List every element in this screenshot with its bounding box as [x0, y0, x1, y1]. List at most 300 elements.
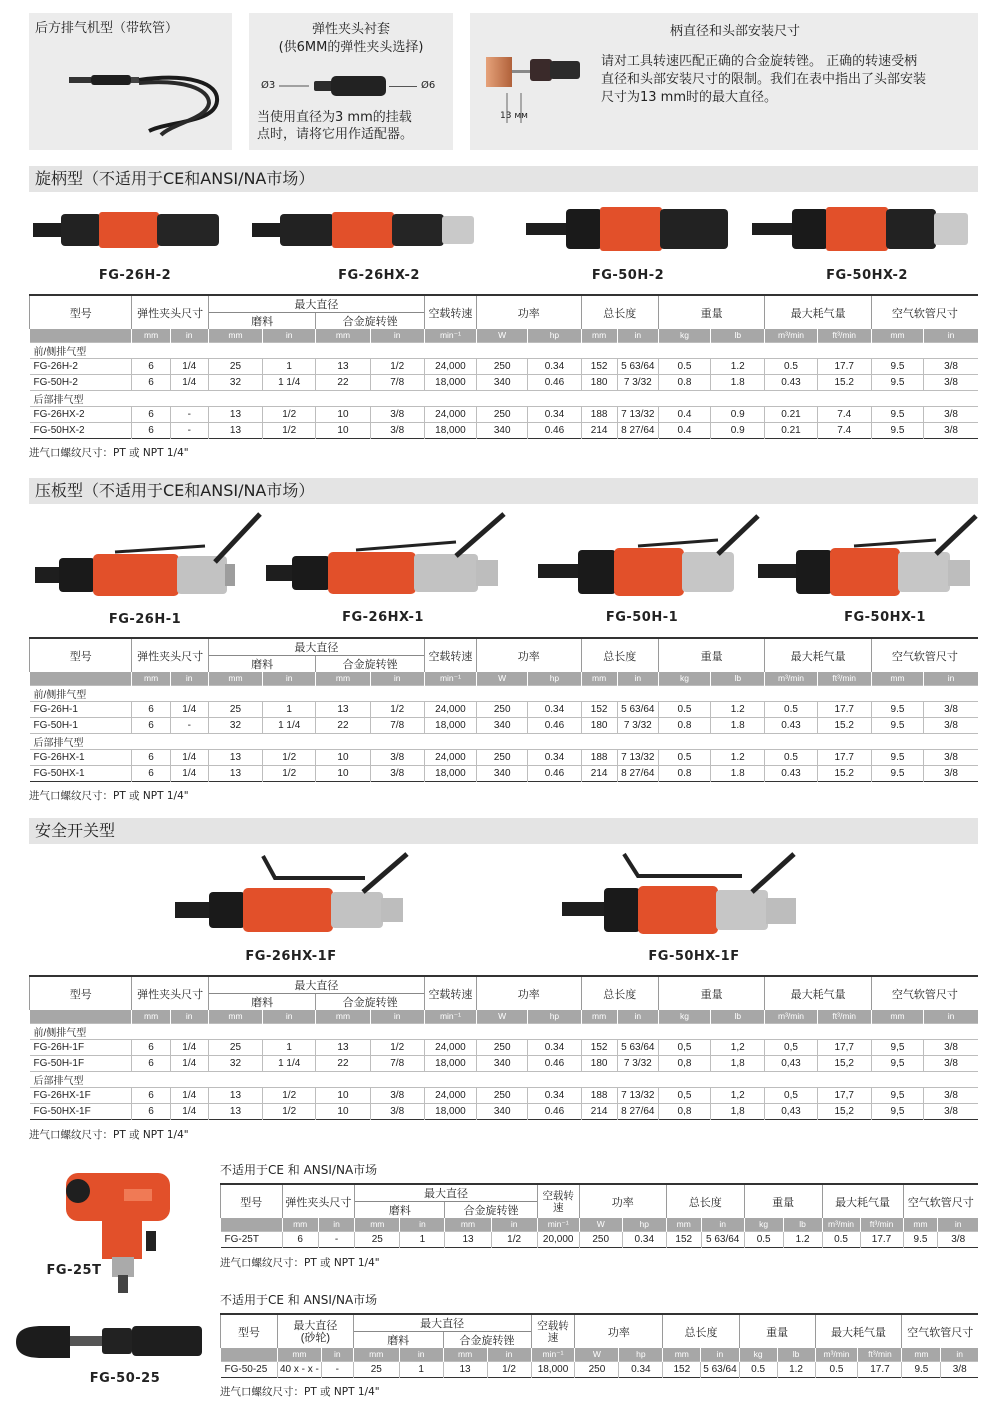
- value-cell: 0,8: [658, 1055, 710, 1071]
- spec-table-2: [29, 639, 978, 782]
- value-cell: 0.34: [528, 1039, 581, 1055]
- model-cell: FG-50H-1F: [30, 1055, 132, 1071]
- col-header-maxdia-wheel: [277, 1315, 353, 1348]
- value-cell: 0.43: [765, 717, 817, 733]
- col-header-weight: 重量: [744, 1185, 822, 1218]
- value-cell: 1.8: [711, 765, 765, 781]
- product-name-fg-50hx-1: FG-50HX-1: [844, 610, 926, 625]
- unit: mm: [277, 1348, 321, 1361]
- value-cell: 340: [477, 1103, 528, 1119]
- value-cell: 0,43: [765, 1103, 817, 1119]
- value-cell: 15.2: [817, 374, 871, 390]
- value-cell: -: [170, 717, 208, 733]
- value-cell: 3/8: [924, 749, 978, 765]
- unit-blank: [221, 1218, 283, 1231]
- value-cell: 3/8: [924, 1039, 978, 1055]
- unit: ft³/min: [817, 1010, 871, 1023]
- unit: mm: [132, 1010, 170, 1023]
- value-cell: 15,2: [817, 1103, 871, 1119]
- value-cell: 1/4: [170, 1039, 208, 1055]
- diameter-right-label: Ø6: [421, 80, 436, 91]
- unit: min⁻¹: [424, 1010, 476, 1023]
- unit: mm: [871, 672, 923, 685]
- value-cell: 0.46: [528, 765, 581, 781]
- value-cell: 3/8: [938, 1231, 978, 1247]
- value-cell: 250: [579, 1231, 622, 1247]
- model-cell: FG-25T: [221, 1231, 283, 1247]
- col-header-weight: 重量: [658, 296, 764, 329]
- unit: mm: [132, 329, 170, 342]
- value-cell: 1 1/4: [263, 374, 316, 390]
- value-cell: 10: [316, 1103, 370, 1119]
- col-header-length: 总长度: [581, 977, 658, 1010]
- unit: in: [170, 672, 208, 685]
- unit: in: [318, 1218, 354, 1231]
- value-cell: 0,5: [765, 1039, 817, 1055]
- tool-image-fg-50hx-1: [758, 510, 983, 600]
- value-cell: 0.5: [765, 358, 817, 374]
- group-label: 前/侧排气型: [30, 685, 979, 701]
- unit: W: [477, 329, 528, 342]
- col-header-maxdia-wheel-1: 最大直径: [293, 1319, 338, 1332]
- value-cell: 1 1/4: [263, 717, 316, 733]
- product-name-fg-26hx-1f: FG-26HX-1F: [245, 949, 337, 964]
- value-cell: 18,000: [424, 1103, 476, 1119]
- value-cell: 0.21: [765, 422, 817, 438]
- value-cell: 13: [316, 701, 370, 717]
- unit: min⁻¹: [424, 672, 476, 685]
- value-cell: 0.8: [658, 374, 710, 390]
- col-header-collet: 弹性夹头尺寸: [132, 296, 208, 329]
- value-cell: 9.5: [871, 701, 923, 717]
- group-row: [30, 1071, 979, 1087]
- value-cell: -: [170, 422, 208, 438]
- unit: ft³/min: [817, 672, 871, 685]
- unit: in: [924, 672, 978, 685]
- tool-image-fg-50h-1: [538, 510, 763, 600]
- col-header-carbide: 合金旋转锉: [316, 994, 425, 1011]
- fg-25t-caption: 不适用于CE 和 ANSI/NA市场: [220, 1163, 378, 1177]
- value-cell: 18,000: [531, 1361, 575, 1377]
- unit: mm: [353, 1348, 399, 1361]
- unit-blank: [30, 329, 132, 342]
- col-header-abrasive: 磨料: [355, 1202, 445, 1219]
- value-cell: 13: [316, 1039, 370, 1055]
- value-cell: 1/4: [170, 701, 208, 717]
- value-cell: 1,8: [711, 1055, 765, 1071]
- table-row: [30, 422, 979, 438]
- table-row: [221, 1231, 979, 1247]
- value-cell: 25: [208, 1039, 262, 1055]
- value-cell: 8 27/64: [617, 1103, 658, 1119]
- value-cell: 9.5: [871, 422, 923, 438]
- value-cell: 1: [263, 358, 316, 374]
- unit: mm: [355, 1218, 400, 1231]
- value-cell: 10: [316, 749, 370, 765]
- table-row: [221, 1361, 979, 1377]
- inlet-note-3: 进气口螺纹尺寸：PT 或 NPT 1/4": [29, 1129, 189, 1141]
- col-header-collet: 弹性夹头尺寸: [132, 639, 208, 672]
- value-cell: 250: [477, 1039, 528, 1055]
- burr-image: [484, 53, 584, 133]
- value-cell: 1/2: [263, 1087, 316, 1103]
- value-cell: 1/4: [170, 749, 208, 765]
- value-cell: 1/4: [170, 1087, 208, 1103]
- value-cell: 1.2: [711, 358, 765, 374]
- value-cell: 188: [581, 749, 617, 765]
- group-label: 后部排气型: [30, 1071, 979, 1087]
- value-cell: 1/4: [170, 765, 208, 781]
- value-cell: 0.8: [658, 717, 710, 733]
- group-row: [30, 733, 979, 749]
- unit: kg: [658, 672, 710, 685]
- col-header-air: 最大耗气量: [765, 977, 871, 1010]
- unit: in: [924, 1010, 978, 1023]
- unit: m³/min: [815, 1348, 858, 1361]
- value-cell: 9.5: [871, 358, 923, 374]
- value-cell: 0.34: [528, 358, 581, 374]
- model-cell: FG-50H-1: [30, 717, 132, 733]
- unit: in: [617, 1010, 658, 1023]
- unit-blank: [30, 1010, 132, 1023]
- value-cell: 18,000: [424, 422, 476, 438]
- unit: mm: [903, 1218, 938, 1231]
- value-cell: 250: [477, 701, 528, 717]
- value-cell: 1/2: [370, 701, 424, 717]
- value-cell: 0.34: [528, 1087, 581, 1103]
- col-header-carbide: 合金旋转锉: [445, 1202, 537, 1219]
- value-cell: 3/8: [370, 406, 424, 422]
- value-cell: 24,000: [424, 406, 476, 422]
- hose-model-title: 后方排气机型（带软管）: [35, 21, 179, 36]
- value-cell: 1/2: [370, 1039, 424, 1055]
- unit-blank: [30, 672, 132, 685]
- value-cell: 1/2: [487, 1361, 531, 1377]
- value-cell: 250: [477, 358, 528, 374]
- group-row: [30, 342, 979, 358]
- table-row: [30, 749, 979, 765]
- value-cell: 1.2: [711, 701, 765, 717]
- value-cell: 0.5: [822, 1231, 860, 1247]
- col-header-speed: 空载转速: [424, 639, 476, 672]
- unit: kg: [744, 1218, 783, 1231]
- value-cell: 20,000: [537, 1231, 579, 1247]
- unit: in: [321, 1348, 353, 1361]
- col-header-speed: 空载转速: [531, 1315, 575, 1348]
- value-cell: 6: [132, 374, 170, 390]
- value-cell: 3/8: [924, 422, 978, 438]
- col-header-maxdia: 最大直径: [355, 1185, 537, 1202]
- value-cell: 17.7: [858, 1361, 902, 1377]
- value-cell: 3/8: [370, 1087, 424, 1103]
- group-label: 前/侧排气型: [30, 1023, 979, 1039]
- col-header-air: 最大耗气量: [815, 1315, 902, 1348]
- value-cell: 1/2: [491, 1231, 537, 1247]
- value-cell: 6: [132, 358, 170, 374]
- value-cell: 3/8: [924, 765, 978, 781]
- value-cell: 13: [208, 749, 262, 765]
- value-cell: 9.5: [871, 765, 923, 781]
- value-cell: 3/8: [924, 406, 978, 422]
- value-cell: 1/2: [263, 422, 316, 438]
- value-cell: 3/8: [924, 1103, 978, 1119]
- value-cell: 17.7: [860, 1231, 903, 1247]
- value-cell: 1/2: [370, 358, 424, 374]
- table-row: [30, 765, 979, 781]
- value-cell: 340: [477, 374, 528, 390]
- unit: in: [400, 1218, 445, 1231]
- value-cell: 0.34: [622, 1231, 666, 1247]
- unit: kg: [658, 1010, 710, 1023]
- value-cell: 1.2: [777, 1361, 815, 1377]
- value-cell: 7 13/32: [617, 749, 658, 765]
- value-cell: 17.7: [817, 701, 871, 717]
- tool-image-fg-26hx-1f: [175, 848, 415, 938]
- value-cell: 3/8: [370, 749, 424, 765]
- value-cell: 9,5: [871, 1039, 923, 1055]
- value-cell: 24,000: [424, 358, 476, 374]
- value-cell: 32: [208, 717, 262, 733]
- collet-sleeve-box: [249, 13, 453, 150]
- col-header-model: 型号: [221, 1315, 278, 1348]
- value-cell: 9.5: [871, 406, 923, 422]
- col-header-speed: 空载转速: [424, 977, 476, 1010]
- spec-table-fg-25t: [220, 1185, 978, 1248]
- product-name-fg-25t: FG-25T: [46, 1263, 102, 1278]
- table-row: [30, 701, 979, 717]
- table-row: [30, 1087, 979, 1103]
- value-cell: 1,8: [711, 1103, 765, 1119]
- collet-sleeve-title: 弹性夹头衬套: [311, 22, 390, 37]
- col-header-air: 最大耗气量: [765, 639, 871, 672]
- unit: m³/min: [822, 1218, 860, 1231]
- col-header-carbide: 合金旋转锉: [316, 313, 425, 330]
- col-header-model: 型号: [221, 1185, 283, 1218]
- unit: min⁻¹: [531, 1348, 575, 1361]
- col-header-power: 功率: [477, 639, 581, 672]
- col-header-model: 型号: [30, 639, 132, 672]
- tool-image-fg-50-25: [12, 1320, 212, 1370]
- unit: mm: [871, 329, 923, 342]
- spec-table-fg-50-25: [220, 1315, 978, 1378]
- col-header-weight: 重量: [739, 1315, 815, 1348]
- value-cell: 9.5: [871, 374, 923, 390]
- value-cell: 7 3/32: [617, 717, 658, 733]
- value-cell: 17,7: [817, 1087, 871, 1103]
- collet-sleeve-text-2: 点时，请将它用作适配器。: [257, 127, 414, 142]
- model-cell: FG-26H-1F: [30, 1039, 132, 1055]
- unit: mm: [316, 1010, 370, 1023]
- value-cell: 152: [666, 1231, 701, 1247]
- value-cell: 13: [208, 406, 262, 422]
- unit: mm: [581, 1010, 617, 1023]
- value-cell: 180: [581, 717, 617, 733]
- value-cell: 8 27/64: [617, 765, 658, 781]
- value-cell: 1/2: [263, 406, 316, 422]
- value-cell: 17.7: [817, 358, 871, 374]
- unit: m³/min: [765, 1010, 817, 1023]
- table-row: [30, 374, 979, 390]
- value-cell: 7 3/32: [617, 1055, 658, 1071]
- value-cell: 0.9: [711, 406, 765, 422]
- unit: in: [701, 1348, 739, 1361]
- value-cell: 3/8: [370, 765, 424, 781]
- unit: mm: [316, 672, 370, 685]
- col-header-carbide: 合金旋转锉: [316, 656, 425, 673]
- col-header-maxdia: 最大直径: [208, 296, 424, 313]
- tool-image-fg-26hx-2: [252, 204, 477, 254]
- value-cell: 340: [477, 765, 528, 781]
- value-cell: 0,43: [765, 1055, 817, 1071]
- unit: m³/min: [765, 672, 817, 685]
- col-header-collet: 弹性夹头尺寸: [132, 977, 208, 1010]
- value-cell: 10: [316, 406, 370, 422]
- value-cell: 7 13/32: [617, 406, 658, 422]
- col-header-abrasive: 磨料: [208, 994, 316, 1011]
- value-cell: 0,5: [765, 1087, 817, 1103]
- table-row: [30, 1103, 979, 1119]
- unit: lb: [711, 1010, 765, 1023]
- value-cell: 152: [581, 701, 617, 717]
- unit: mm: [871, 1010, 923, 1023]
- value-cell: 0.5: [815, 1361, 858, 1377]
- unit: lb: [777, 1348, 815, 1361]
- unit: in: [370, 329, 424, 342]
- value-cell: 22: [316, 1055, 370, 1071]
- product-name-fg-50hx-1f: FG-50HX-1F: [648, 949, 740, 964]
- tool-image-fg-26h-1: [35, 510, 267, 600]
- product-name-fg-50h-1: FG-50H-1: [605, 610, 679, 625]
- value-cell: 1/2: [263, 749, 316, 765]
- unit: lb: [711, 329, 765, 342]
- value-cell: -: [170, 406, 208, 422]
- col-header-hose: 空气软管尺寸: [902, 1315, 978, 1348]
- value-cell: 0.46: [528, 717, 581, 733]
- unit: mm: [208, 672, 262, 685]
- value-cell: 3/8: [924, 1087, 978, 1103]
- value-cell: 6: [132, 765, 170, 781]
- unit: hp: [622, 1218, 666, 1231]
- value-cell: 6: [132, 717, 170, 733]
- value-cell: 7.4: [817, 422, 871, 438]
- unit: mm: [581, 329, 617, 342]
- shank-text-1: 请对工具转速匹配正确的合金旋转锉。 正确的转速受柄: [601, 54, 918, 69]
- unit: W: [575, 1348, 619, 1361]
- value-cell: 1: [263, 1039, 316, 1055]
- value-cell: 6: [132, 701, 170, 717]
- value-cell: 40 x - x -: [277, 1361, 321, 1377]
- product-name-fg-50-25: FG-50-25: [89, 1371, 161, 1386]
- value-cell: 13: [443, 1361, 487, 1377]
- value-cell: 32: [208, 1055, 262, 1071]
- unit: min⁻¹: [537, 1218, 579, 1231]
- value-cell: -: [318, 1231, 354, 1247]
- unit: in: [263, 672, 316, 685]
- model-cell: FG-50H-2: [30, 374, 132, 390]
- unit: W: [477, 672, 528, 685]
- unit: in: [938, 1218, 978, 1231]
- spec-table-3: [29, 977, 978, 1120]
- value-cell: 0,5: [658, 1087, 710, 1103]
- tool-image-fg-50h-2: [526, 203, 731, 255]
- unit: W: [579, 1218, 622, 1231]
- col-header-length: 总长度: [663, 1315, 739, 1348]
- value-cell: 0.9: [711, 422, 765, 438]
- unit: in: [399, 1348, 443, 1361]
- inlet-note-fg-50-25: 进气口螺纹尺寸：PT 或 NPT 1/4": [220, 1386, 380, 1398]
- value-cell: 24,000: [424, 1087, 476, 1103]
- col-header-model: 型号: [30, 296, 132, 329]
- value-cell: 7/8: [370, 717, 424, 733]
- value-cell: 3/8: [370, 1103, 424, 1119]
- unit: mm: [902, 1348, 941, 1361]
- value-cell: 0.5: [658, 358, 710, 374]
- value-cell: 250: [477, 749, 528, 765]
- value-cell: 340: [477, 422, 528, 438]
- unit: in: [924, 329, 978, 342]
- col-header-abrasive: 磨料: [353, 1332, 443, 1349]
- table-row: [30, 1039, 979, 1055]
- value-cell: 250: [575, 1361, 619, 1377]
- col-header-maxdia: 最大直径: [208, 639, 424, 656]
- unit: W: [477, 1010, 528, 1023]
- value-cell: 17.7: [817, 749, 871, 765]
- value-cell: 10: [316, 422, 370, 438]
- fg-50-25-caption: 不适用于CE 和 ANSI/NA市场: [220, 1293, 378, 1307]
- unit: mm: [208, 1010, 262, 1023]
- group-label: 前/侧排气型: [30, 342, 979, 358]
- table-row: [30, 717, 979, 733]
- value-cell: 0.5: [765, 749, 817, 765]
- product-name-fg-26h-2: FG-26H-2: [98, 268, 172, 283]
- value-cell: 18,000: [424, 765, 476, 781]
- value-cell: 0.43: [765, 374, 817, 390]
- value-cell: 25: [355, 1231, 400, 1247]
- value-cell: 6: [132, 1055, 170, 1071]
- value-cell: 0,8: [658, 1103, 710, 1119]
- unit: m³/min: [765, 329, 817, 342]
- value-cell: 0,5: [658, 1039, 710, 1055]
- col-header-weight: 重量: [658, 977, 764, 1010]
- col-header-maxdia-wheel-2: (砂轮): [300, 1331, 331, 1344]
- value-cell: 6: [132, 749, 170, 765]
- value-cell: 1/2: [263, 765, 316, 781]
- value-cell: 152: [663, 1361, 701, 1377]
- value-cell: 22: [316, 374, 370, 390]
- value-cell: 9.5: [903, 1231, 938, 1247]
- unit: mm: [316, 329, 370, 342]
- value-cell: 8 27/64: [617, 422, 658, 438]
- value-cell: 13: [208, 1103, 262, 1119]
- value-cell: 0.5: [658, 701, 710, 717]
- value-cell: 340: [477, 717, 528, 733]
- section-title-3: 安全开关型: [29, 818, 978, 844]
- value-cell: 13: [316, 358, 370, 374]
- group-label: 后部排气型: [30, 390, 979, 406]
- value-cell: 10: [316, 1087, 370, 1103]
- col-header-air: 最大耗气量: [822, 1185, 903, 1218]
- tool-image-fg-26hx-1: [266, 510, 511, 600]
- hose-tool-image: [69, 43, 229, 143]
- col-header-speed: 空载转速: [424, 296, 476, 329]
- model-cell: FG-50HX-1F: [30, 1103, 132, 1119]
- model-cell: FG-50-25: [221, 1361, 278, 1377]
- product-name-fg-50h-2: FG-50H-2: [591, 268, 665, 283]
- table-row: [30, 358, 979, 374]
- unit: hp: [528, 672, 581, 685]
- value-cell: 0.5: [658, 749, 710, 765]
- value-cell: 17,7: [817, 1039, 871, 1055]
